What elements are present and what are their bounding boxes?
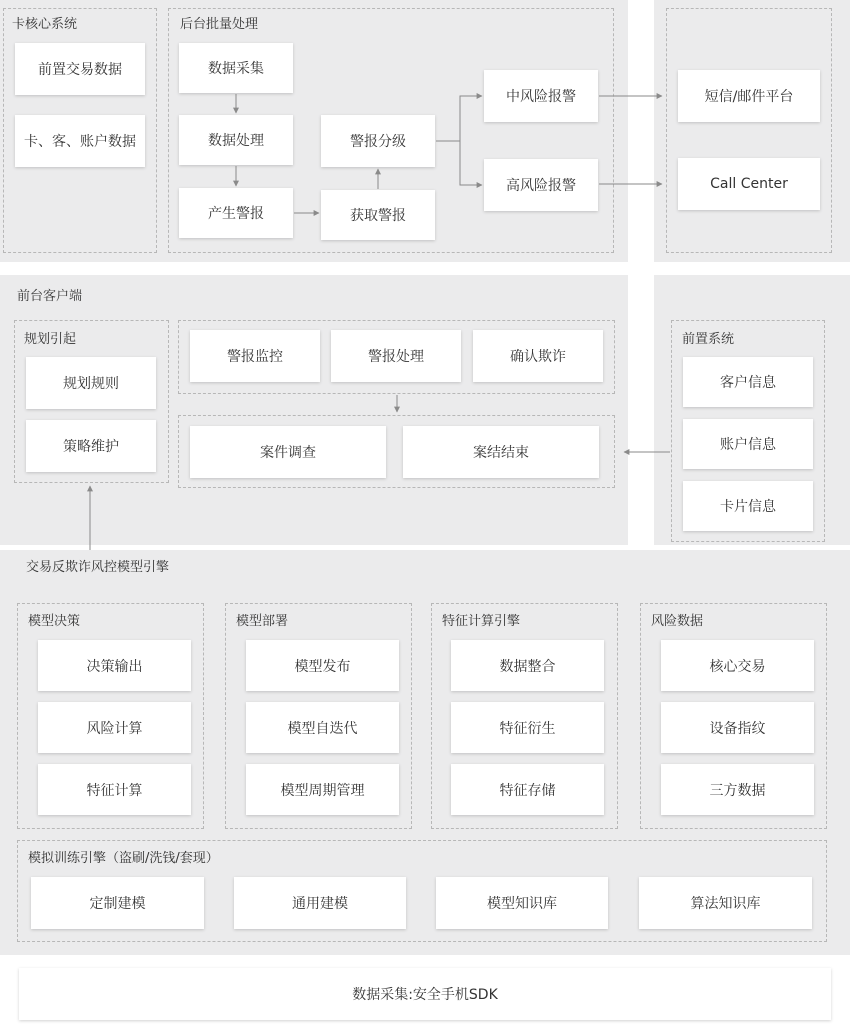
- front-client-title: 前台客户端: [17, 289, 83, 304]
- case-investigate-box: 案件调查: [190, 426, 386, 478]
- call-center-box: Call Center: [678, 158, 820, 210]
- card-core-title: 卡核心系统: [12, 17, 78, 32]
- data-collect-box: 数据采集: [179, 43, 293, 93]
- custom-modeling-box: 定制建模: [31, 877, 204, 929]
- decision-output-box: 决策输出: [38, 640, 191, 691]
- model-deploy-title: 模型部署: [236, 614, 289, 629]
- core-transaction-box: 核心交易: [661, 640, 814, 691]
- alert-grade-box: 警报分级: [321, 115, 435, 167]
- generate-alert-box: 产生警报: [179, 188, 293, 238]
- training-engine-title: 模拟训练引擎（盗刷/洗钱/套现）: [28, 851, 219, 866]
- general-modeling-box: 通用建模: [234, 877, 406, 929]
- model-iterate-box: 模型自迭代: [246, 702, 399, 753]
- pre-transaction-data-box: 前置交易数据: [15, 43, 145, 95]
- case-closed-box: 案结结束: [403, 426, 599, 478]
- mid-risk-alert-box: 中风险报警: [484, 70, 598, 122]
- strategy-maintain-box: 策略维护: [26, 420, 156, 472]
- feature-store-box: 特征存储: [451, 764, 604, 815]
- feature-derive-box: 特征衍生: [451, 702, 604, 753]
- risk-data-title: 风险数据: [651, 614, 704, 629]
- plan-rules-box: 规划规则: [26, 357, 156, 409]
- card-info-box: 卡片信息: [683, 481, 813, 531]
- model-lifecycle-box: 模型周期管理: [246, 764, 399, 815]
- fetch-alert-box: 获取警报: [321, 190, 435, 240]
- alert-handle-box: 警报处理: [331, 330, 461, 382]
- alert-monitor-box: 警报监控: [190, 330, 320, 382]
- sms-email-platform-box: 短信/邮件平台: [678, 70, 820, 122]
- front-system-title: 前置系统: [682, 332, 735, 347]
- confirm-fraud-box: 确认欺诈: [473, 330, 603, 382]
- card-customer-account-data-box: 卡、客、账户数据: [15, 115, 145, 167]
- data-process-box: 数据处理: [179, 115, 293, 165]
- device-fingerprint-box: 设备指纹: [661, 702, 814, 753]
- third-party-data-box: 三方数据: [661, 764, 814, 815]
- engine-title: 交易反欺诈风控模型引擎: [26, 560, 170, 575]
- notify-group: [666, 8, 832, 253]
- sdk-box: 数据采集:安全手机SDK: [19, 968, 831, 1020]
- model-publish-box: 模型发布: [246, 640, 399, 691]
- risk-calc-box: 风险计算: [38, 702, 191, 753]
- feature-engine-title: 特征计算引擎: [442, 614, 521, 629]
- high-risk-alert-box: 高风险报警: [484, 159, 598, 211]
- batch-title: 后台批量处理: [180, 17, 259, 32]
- account-info-box: 账户信息: [683, 419, 813, 469]
- customer-info-box: 客户信息: [683, 357, 813, 407]
- feature-calc-box: 特征计算: [38, 764, 191, 815]
- data-integrate-box: 数据整合: [451, 640, 604, 691]
- model-decision-title: 模型决策: [28, 614, 81, 629]
- rules-title: 规划引起: [24, 332, 77, 347]
- model-knowledge-base-box: 模型知识库: [436, 877, 608, 929]
- algorithm-knowledge-base-box: 算法知识库: [639, 877, 812, 929]
